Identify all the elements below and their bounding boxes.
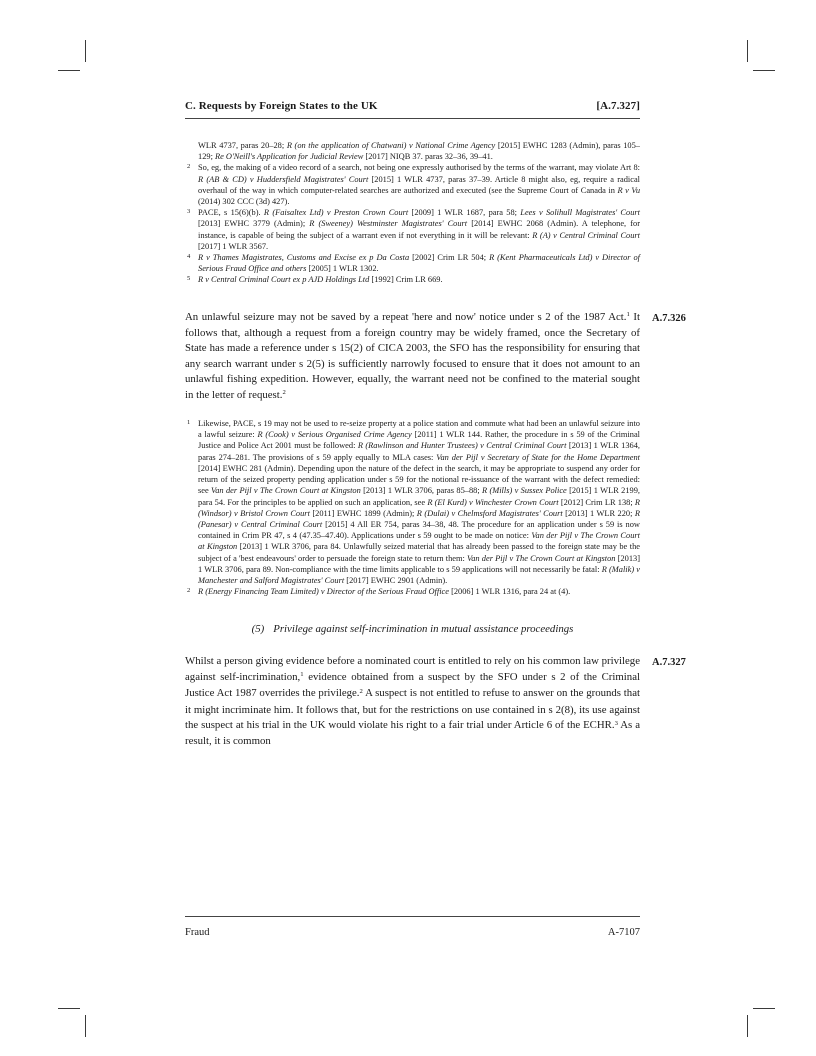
text-segment: [2015] 4 All ER 754, paras 34–38, 48. The procedure for an application under s 59 is now contained in Crim PR 47, s 4 (47.35–47.40). Applications under s 59 ought to be made on notice: bbox=[198, 519, 640, 541]
text-segment: [2017] EWHC 2901 (Admin). bbox=[344, 575, 448, 585]
crop-mark-top-left-vertical bbox=[85, 40, 86, 62]
footnote-2 bbox=[185, 586, 640, 597]
text-segment: R (Energy Financing Team Limited) v Director of the Serious Fraud Office bbox=[198, 587, 449, 597]
footnote-reference: 2 bbox=[282, 389, 286, 397]
footnote-reference: 1 bbox=[626, 311, 630, 319]
footnote-block-mid bbox=[185, 418, 640, 597]
crop-mark-top-right-vertical bbox=[747, 40, 748, 62]
text-segment: [2017] NIQB 37. paras 32–36, 39–41. bbox=[363, 152, 493, 162]
footer-page-number: A-7107 bbox=[607, 927, 640, 938]
text-segment: [2012] Crim LR 138; bbox=[558, 497, 635, 507]
text-segment: As a result, it is common bbox=[185, 718, 640, 748]
section-title: Privilege against self-incrimination in mutual assistance proceedings bbox=[273, 623, 574, 636]
text-segment: R (AB & CD) v Huddersfield Magistrates' Court bbox=[198, 174, 369, 184]
text-segment: Van der Pijl v The Crown Court at Kingston bbox=[198, 531, 640, 552]
text-segment: [2015] EWHC 1283 (Admin), paras 105–129; bbox=[198, 141, 640, 162]
text-segment: R (on the application of Chatwani) v National Crime Agency bbox=[286, 141, 496, 150]
crop-mark-bottom-left-vertical bbox=[85, 1015, 86, 1037]
text-segment: A suspect is not entitled to refuse to answer on the grounds that it might incriminate him. It follows that, but for the restrictions on use contained in s 2(8), its use against the suspect at his trial in the UK would violate his right to a fair trial under Article 6 of the ECHR. bbox=[185, 687, 641, 731]
text-segment: [2013] 1 WLR 3706, paras 85–88; bbox=[360, 486, 482, 496]
text-segment: [2005] 1 WLR 1302. bbox=[306, 264, 379, 274]
crop-mark-top-right-horizontal bbox=[753, 70, 775, 71]
text-segment: Whilst a person giving evidence before a nominated court is entitled to rely on his common law privilege against self-incrimination, bbox=[185, 655, 640, 683]
text-segment: Van der Pijl v The Crown Court at Kingston bbox=[467, 553, 616, 563]
section-number: (5) bbox=[251, 623, 265, 636]
text-segment: evidence obtained from a suspect by the SFO under s 2 of the Criminal Justice Act 1987 overrides the privilege. bbox=[185, 670, 640, 700]
footnote-5 bbox=[185, 274, 640, 285]
footnote-3 bbox=[185, 207, 640, 252]
text-segment: [2017] 1 WLR 3567. bbox=[198, 241, 269, 251]
text-segment: [2013] 1 WLR 3706, para 84. Unlawfully seized material that has already been passed to the foreign state may be the subject of a 'best endeavours' order to persuade the foreign state to return them: bbox=[198, 542, 640, 563]
text-segment: [2014] EWHC 281 (Admin). Depending upon the nature of the defect in the search, it may be appropriate to suspend any order for return of the seized property pending application under s 59 for the notional re-issuance of the warrant with the defect remedied: see bbox=[198, 463, 640, 496]
margin-paragraph-number-A7326: A.7.326 bbox=[652, 312, 686, 324]
page-footer bbox=[185, 916, 640, 938]
footnote-text bbox=[198, 208, 640, 251]
text-segment: So, eg, the making of a video record of a search, not being one expressly authorised by the terms of the warrant, may violate Art 8: bbox=[198, 163, 640, 173]
text-segment: [2013] EWHC 3779 (Admin); bbox=[198, 219, 310, 229]
footnote-4 bbox=[185, 252, 640, 274]
footnote-block-top bbox=[185, 140, 640, 286]
paragraph-A7326 bbox=[185, 310, 686, 404]
text-segment: R (Dulai) v Chelmsford Magistrates' Court bbox=[416, 508, 563, 518]
text-segment: [2006] 1 WLR 1316, para 24 at (4). bbox=[448, 587, 571, 597]
text-segment: R (Sweeney) Westminster Magistrates' Court bbox=[309, 219, 468, 229]
running-head-section-title: C. Requests by Foreign States to the UK bbox=[185, 100, 378, 112]
text-segment: Likewise, PACE, s 19 may not be used to re-seize property at a police station and commute what had been an unlawful seizure into a lawful seizure: bbox=[198, 419, 640, 440]
text-segment: R (Mills) v Sussex Police bbox=[482, 486, 567, 496]
text-segment: [2013] 1 WLR 3706, para 89. Non-compliance with the time limits applicable to s 59 applications will not necessarily be fatal: bbox=[198, 553, 641, 574]
text-segment: R (A) v Central Criminal Court bbox=[532, 230, 640, 240]
text-segment: [2015] 1 WLR 4737, paras 37–39. Article 8 might also, eg, require a radical overhaul of the way in which computer-related searches are authorized and executed (see the Supreme Court of Canada in bbox=[198, 174, 640, 195]
text-segment: PACE, s 15(6)(b). bbox=[198, 208, 264, 218]
text-segment: Re O'Neill's Application for Judicial Review bbox=[214, 152, 364, 162]
text-segment: R (Malik) v Manchester and Salford Magistrates' Court bbox=[198, 564, 641, 585]
text-segment: [2014] EWHC 2068 (Admin). A telephone, for instance, is capable of being the subject of a warrant even if not everything in it will be relevant: bbox=[198, 219, 640, 240]
footnote-1 bbox=[185, 418, 640, 586]
margin-paragraph-number-A7327: A.7.327 bbox=[652, 657, 686, 669]
text-segment: R (Panesar) v Central Criminal Court bbox=[198, 508, 640, 529]
paragraph-text bbox=[185, 311, 640, 401]
text-segment: [2002] Crim LR 504; bbox=[409, 253, 490, 263]
crop-mark-bottom-right-vertical bbox=[747, 1015, 748, 1037]
footnote-number: 3 bbox=[187, 208, 191, 216]
footnote-number: 5 bbox=[187, 275, 191, 283]
text-segment: R (El Kurd) v Winchester Crown Court bbox=[427, 497, 559, 507]
text-segment: (2014) 302 CCC (3d) 427). bbox=[198, 197, 290, 207]
text-segment: R (Cook) v Serious Organised Crime Agency bbox=[257, 430, 412, 440]
text-segment: Lees v Solihull Magistrates' Court bbox=[520, 208, 640, 218]
footnote-text bbox=[198, 587, 570, 596]
text-segment: R v Central Criminal Court ex p AJD Holdings Ltd bbox=[198, 275, 370, 285]
text-segment: Van der Pijl v The Crown Court at Kingston bbox=[211, 486, 361, 496]
footnote-continuation bbox=[185, 140, 640, 162]
paragraph-text bbox=[185, 655, 640, 747]
footnote-number: 2 bbox=[187, 163, 191, 171]
text-segment: Van der Pijl v Secretary of State for the Home Department bbox=[436, 452, 640, 462]
text-segment: [2015] 1 WLR 2199, para 54. For the principles to be applied on such an application, see bbox=[198, 486, 640, 507]
paragraph-A7327 bbox=[185, 654, 686, 749]
crop-mark-top-left-horizontal bbox=[58, 70, 80, 71]
footnote-text bbox=[198, 163, 640, 206]
crop-mark-bottom-left-horizontal bbox=[58, 1008, 80, 1009]
footnote-number: 2 bbox=[187, 587, 191, 595]
running-head-paragraph-ref: [A.7.327] bbox=[596, 100, 640, 112]
text-segment: R v Vu bbox=[617, 185, 641, 195]
footnote-text bbox=[198, 275, 443, 284]
page-body bbox=[185, 121, 686, 750]
text-segment: An unlawful seizure may not be saved by a repeat 'here and now' notice under s 2 of the 1987 Act. bbox=[185, 310, 627, 323]
text-segment: [2013] 1 WLR 1364, paras 274–281. The provisions of s 59 apply equally to MLA cases: bbox=[198, 441, 640, 462]
footnote-reference: 1 bbox=[300, 671, 304, 679]
crop-mark-bottom-right-horizontal bbox=[753, 1008, 775, 1009]
text-segment: R (Windsor) v Bristol Crown Court bbox=[198, 497, 640, 518]
text-segment: [2013] 1 WLR 220; bbox=[562, 508, 635, 518]
text-segment: [2009] 1 WLR 1687, para 58; bbox=[408, 208, 521, 218]
footnote-2 bbox=[185, 162, 640, 207]
footer-book-title: Fraud bbox=[185, 927, 210, 938]
footnote-text bbox=[198, 253, 640, 273]
section-heading bbox=[185, 623, 640, 635]
footnote-reference: 2 bbox=[359, 687, 363, 695]
text-segment: It follows that, although a request from a foreign country may be widely framed, once the Secretary of State has made a reference under s 15(2) of CICA 2003, the SFO has the responsibility for ensuring that any search warrant under s 2(5) is sufficiently narrowly focused to ensure that it does not amount to an unlawful fishing expedition. However, equally, the warrant need not be confined to the material sought in the letter of request. bbox=[185, 310, 640, 401]
text-segment: WLR 4737, paras 20–28; bbox=[198, 141, 287, 150]
footnote-text bbox=[198, 419, 640, 585]
text-segment: R (Kent Pharmaceuticals Ltd) v Director of Serious Fraud Office and others bbox=[198, 253, 640, 274]
text-segment: R (Rawlinson and Hunter Trustees) v Central Criminal Court bbox=[357, 441, 567, 451]
footnote-reference: 3 bbox=[614, 719, 618, 727]
footnote-number: 4 bbox=[187, 253, 191, 261]
text-segment: [2011] 1 WLR 144. Rather, the procedure in s 59 of the Criminal Justice and Police Act 2001 must be followed: bbox=[198, 430, 641, 451]
text-segment: [2011] EWHC 1899 (Admin); bbox=[309, 508, 417, 518]
text-segment: [1992] Crim LR 669. bbox=[369, 275, 443, 285]
text-segment: R v Thames Magistrates, Customs and Excise ex p Da Costa bbox=[198, 253, 410, 263]
footnote-text bbox=[198, 141, 640, 161]
footnote-number: 1 bbox=[187, 419, 191, 427]
running-head bbox=[185, 100, 640, 119]
text-segment: R (Faisaltex Ltd) v Preston Crown Court bbox=[263, 208, 409, 218]
